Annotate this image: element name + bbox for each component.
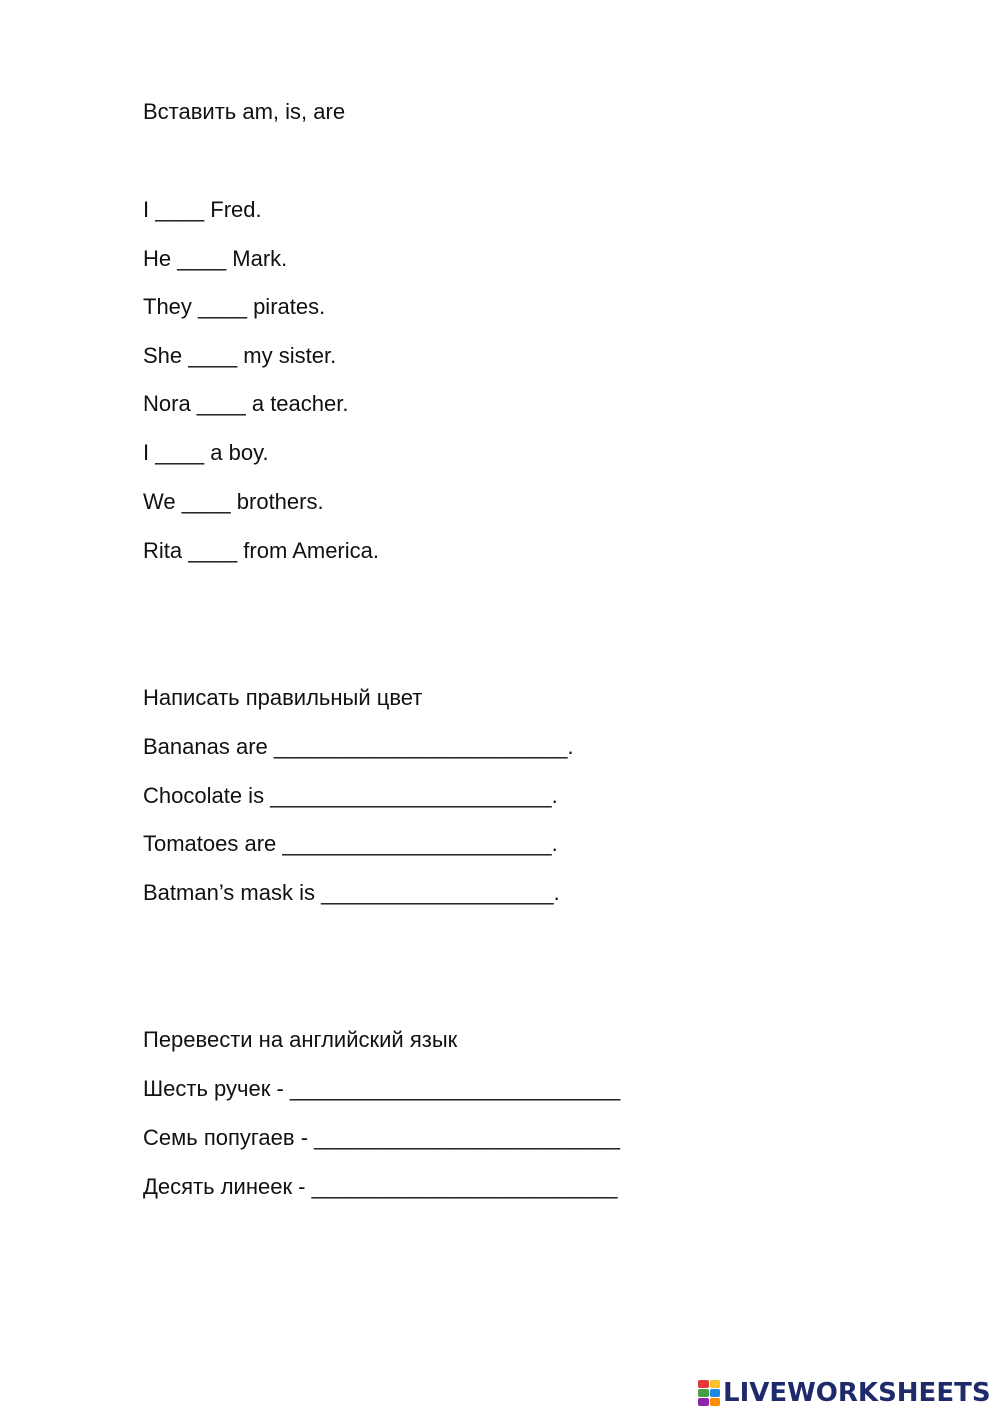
exercise-line: Chocolate is _______________________. <box>143 783 558 808</box>
exercise-line: Tomatoes are ______________________. <box>143 831 558 856</box>
logo-square <box>698 1380 709 1388</box>
exercise-line: We ____ brothers. <box>143 489 324 514</box>
exercise-line: Десять линеек - _________________________ <box>143 1174 618 1199</box>
exercise-line: I ____ a boy. <box>143 440 269 465</box>
exercise-line: Batman’s mask is ___________________. <box>143 880 560 905</box>
exercise-line: Шесть ручек - ___________________________ <box>143 1076 621 1101</box>
section2-heading: Написать правильный цвет <box>143 685 423 710</box>
exercise-line: Семь попугаев - _________________________ <box>143 1125 621 1150</box>
exercise-line: They ____ pirates. <box>143 294 326 319</box>
logo-square <box>710 1380 721 1388</box>
section1-heading: Вставить am, is, are <box>143 99 346 124</box>
exercise-line: She ____ my sister. <box>143 343 337 368</box>
exercise-line: I ____ Fred. <box>143 197 262 222</box>
exercise-line: Bananas are ________________________. <box>143 734 574 759</box>
exercise-line: He ____ Mark. <box>143 246 288 271</box>
logo-square <box>698 1389 709 1397</box>
exercise-line: Rita ____ from America. <box>143 538 379 563</box>
liveworksheets-logo <box>698 1378 991 1408</box>
logo-text: LIVEWORKSHEETS <box>723 1378 991 1408</box>
liveworksheets-logo-icon <box>698 1380 720 1406</box>
exercise-line: Nora ____ a teacher. <box>143 391 349 416</box>
section3-heading: Перевести на английский язык <box>143 1027 458 1052</box>
logo-square <box>710 1398 721 1406</box>
logo-square <box>698 1398 709 1406</box>
logo-square <box>710 1389 721 1397</box>
